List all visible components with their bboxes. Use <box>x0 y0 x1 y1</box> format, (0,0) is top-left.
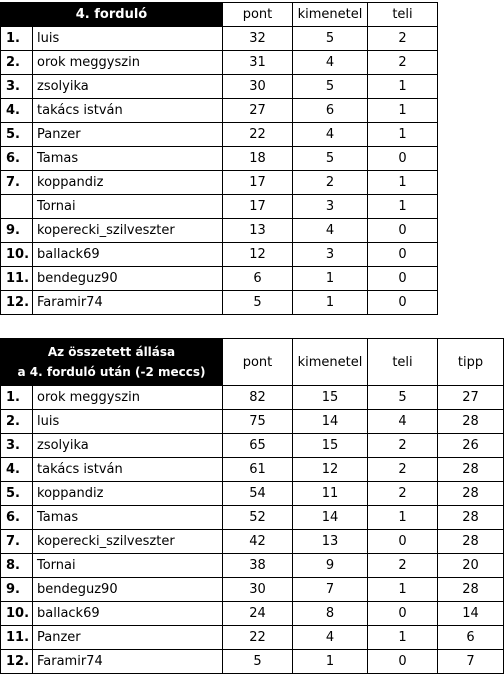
pont-cell: 17 <box>223 195 293 219</box>
col-header-kimenetel: kimenetel <box>293 339 368 386</box>
rank-cell: 3. <box>1 75 33 99</box>
table-row <box>1 650 504 674</box>
col-header-teli: teli <box>368 339 438 386</box>
round-header-row <box>1 3 438 27</box>
player-name-cell: koperecki_szilveszter <box>33 530 223 554</box>
rank-cell: 12. <box>1 291 33 315</box>
rank-cell: 5. <box>1 123 33 147</box>
table-row <box>1 51 438 75</box>
teli-cell: 1 <box>368 506 438 530</box>
player-name-cell: orok meggyszin <box>33 386 223 410</box>
rank-cell: 9. <box>1 219 33 243</box>
pont-cell: 52 <box>223 506 293 530</box>
pont-cell: 61 <box>223 458 293 482</box>
teli-cell: 1 <box>368 195 438 219</box>
kimenetel-cell: 8 <box>293 602 368 626</box>
tipp-cell: 20 <box>438 554 504 578</box>
player-name-cell: luis <box>33 410 223 434</box>
rank-cell: 7. <box>1 530 33 554</box>
table-row <box>1 267 438 291</box>
table-row <box>1 530 504 554</box>
player-name-cell: bendeguz90 <box>33 267 223 291</box>
tipp-cell: 14 <box>438 602 504 626</box>
tipp-cell: 28 <box>438 506 504 530</box>
pont-cell: 82 <box>223 386 293 410</box>
col-header-kimenetel: kimenetel <box>293 3 368 27</box>
tipp-cell: 28 <box>438 530 504 554</box>
rank-cell: 6. <box>1 147 33 171</box>
tipp-cell: 28 <box>438 578 504 602</box>
player-name-cell: Tamas <box>33 506 223 530</box>
rank-cell: 3. <box>1 434 33 458</box>
table-row <box>1 171 438 195</box>
pont-cell: 18 <box>223 147 293 171</box>
kimenetel-cell: 5 <box>293 147 368 171</box>
kimenetel-cell: 3 <box>293 243 368 267</box>
overall-table <box>0 338 504 674</box>
kimenetel-cell: 2 <box>293 171 368 195</box>
rank-cell: 8. <box>1 554 33 578</box>
player-name-cell: zsolyika <box>33 75 223 99</box>
teli-cell: 5 <box>368 386 438 410</box>
kimenetel-cell: 9 <box>293 554 368 578</box>
player-name-cell: Tamas <box>33 147 223 171</box>
player-name-cell: Faramir74 <box>33 291 223 315</box>
pont-cell: 54 <box>223 482 293 506</box>
teli-cell: 0 <box>368 650 438 674</box>
tipp-cell: 7 <box>438 650 504 674</box>
kimenetel-cell: 7 <box>293 578 368 602</box>
teli-cell: 0 <box>368 291 438 315</box>
player-name-cell: Panzer <box>33 626 223 650</box>
table-row <box>1 291 438 315</box>
teli-cell: 0 <box>368 602 438 626</box>
teli-cell: 0 <box>368 530 438 554</box>
teli-cell: 2 <box>368 434 438 458</box>
teli-cell: 1 <box>368 123 438 147</box>
tipp-cell: 26 <box>438 434 504 458</box>
teli-cell: 2 <box>368 554 438 578</box>
rank-cell: 10. <box>1 602 33 626</box>
player-name-cell: Faramir74 <box>33 650 223 674</box>
player-name-cell: zsolyika <box>33 434 223 458</box>
player-name-cell: takács istván <box>33 99 223 123</box>
player-name-cell: ballack69 <box>33 602 223 626</box>
table-row <box>1 99 438 123</box>
kimenetel-cell: 15 <box>293 386 368 410</box>
round-table-body <box>1 27 438 315</box>
pont-cell: 24 <box>223 602 293 626</box>
kimenetel-cell: 3 <box>293 195 368 219</box>
pont-cell: 5 <box>223 291 293 315</box>
player-name-cell: koperecki_szilveszter <box>33 219 223 243</box>
teli-cell: 1 <box>368 171 438 195</box>
pont-cell: 38 <box>223 554 293 578</box>
pont-cell: 13 <box>223 219 293 243</box>
overall-title <box>1 339 223 386</box>
pont-cell: 27 <box>223 99 293 123</box>
table-row <box>1 458 504 482</box>
col-header-tipp: tipp <box>438 339 504 386</box>
tipp-cell: 28 <box>438 410 504 434</box>
player-name-cell: Tornai <box>33 554 223 578</box>
table-row <box>1 554 504 578</box>
kimenetel-cell: 13 <box>293 530 368 554</box>
player-name-cell: takács istván <box>33 458 223 482</box>
kimenetel-cell: 12 <box>293 458 368 482</box>
pont-cell: 30 <box>223 578 293 602</box>
player-name-cell: koppandiz <box>33 171 223 195</box>
player-name-cell: Panzer <box>33 123 223 147</box>
player-name-cell: luis <box>33 27 223 51</box>
pont-cell: 42 <box>223 530 293 554</box>
rank-cell: 1. <box>1 27 33 51</box>
rank-cell: 2. <box>1 51 33 75</box>
col-header-pont: pont <box>223 339 293 386</box>
player-name-cell: Tornai <box>33 195 223 219</box>
table-row <box>1 626 504 650</box>
table-row <box>1 123 438 147</box>
teli-cell: 2 <box>368 27 438 51</box>
overall-title-line1: Az összetett állása <box>47 345 176 359</box>
table-row <box>1 482 504 506</box>
kimenetel-cell: 1 <box>293 291 368 315</box>
teli-cell: 1 <box>368 99 438 123</box>
teli-cell: 0 <box>368 267 438 291</box>
rank-cell: 6. <box>1 506 33 530</box>
teli-cell: 1 <box>368 626 438 650</box>
teli-cell: 0 <box>368 219 438 243</box>
kimenetel-cell: 1 <box>293 650 368 674</box>
pont-cell: 65 <box>223 434 293 458</box>
tipp-cell: 6 <box>438 626 504 650</box>
kimenetel-cell: 6 <box>293 99 368 123</box>
rank-cell: 10. <box>1 243 33 267</box>
kimenetel-cell: 4 <box>293 626 368 650</box>
pont-cell: 32 <box>223 27 293 51</box>
kimenetel-cell: 14 <box>293 410 368 434</box>
pont-cell: 6 <box>223 267 293 291</box>
teli-cell: 4 <box>368 410 438 434</box>
pont-cell: 22 <box>223 123 293 147</box>
rank-cell: 4. <box>1 458 33 482</box>
table-row <box>1 578 504 602</box>
kimenetel-cell: 14 <box>293 506 368 530</box>
table-row <box>1 243 438 267</box>
pont-cell: 75 <box>223 410 293 434</box>
overall-header-row <box>1 339 504 386</box>
pont-cell: 17 <box>223 171 293 195</box>
rank-cell: 1. <box>1 386 33 410</box>
tipp-cell: 28 <box>438 482 504 506</box>
rank-cell: 7. <box>1 171 33 195</box>
teli-cell: 1 <box>368 75 438 99</box>
player-name-cell: ballack69 <box>33 243 223 267</box>
rank-cell: 5. <box>1 482 33 506</box>
table-row <box>1 195 438 219</box>
kimenetel-cell: 5 <box>293 75 368 99</box>
teli-cell: 2 <box>368 458 438 482</box>
teli-cell: 2 <box>368 482 438 506</box>
kimenetel-cell: 4 <box>293 123 368 147</box>
rank-cell <box>1 195 33 219</box>
pont-cell: 22 <box>223 626 293 650</box>
teli-cell: 0 <box>368 147 438 171</box>
table-row <box>1 602 504 626</box>
kimenetel-cell: 4 <box>293 51 368 75</box>
table-row <box>1 506 504 530</box>
overall-title-line2: a 4. forduló után (-2 meccs) <box>17 365 206 379</box>
player-name-cell: koppandiz <box>33 482 223 506</box>
round-table <box>0 2 438 315</box>
table-row <box>1 75 438 99</box>
overall-table-body <box>1 386 504 674</box>
rank-cell: 12. <box>1 650 33 674</box>
teli-cell: 2 <box>368 51 438 75</box>
kimenetel-cell: 11 <box>293 482 368 506</box>
rank-cell: 11. <box>1 626 33 650</box>
teli-cell: 0 <box>368 243 438 267</box>
col-header-teli: teli <box>368 3 438 27</box>
kimenetel-cell: 15 <box>293 434 368 458</box>
round-title: 4. forduló <box>1 3 223 27</box>
rank-cell: 11. <box>1 267 33 291</box>
table-row <box>1 27 438 51</box>
pont-cell: 31 <box>223 51 293 75</box>
player-name-cell: orok meggyszin <box>33 51 223 75</box>
kimenetel-cell: 4 <box>293 219 368 243</box>
tipp-cell: 27 <box>438 386 504 410</box>
pont-cell: 5 <box>223 650 293 674</box>
player-name-cell: bendeguz90 <box>33 578 223 602</box>
rank-cell: 9. <box>1 578 33 602</box>
table-row <box>1 410 504 434</box>
teli-cell: 1 <box>368 578 438 602</box>
kimenetel-cell: 1 <box>293 267 368 291</box>
pont-cell: 12 <box>223 243 293 267</box>
table-row <box>1 434 504 458</box>
col-header-pont: pont <box>223 3 293 27</box>
pont-cell: 30 <box>223 75 293 99</box>
table-row <box>1 219 438 243</box>
table-row <box>1 147 438 171</box>
kimenetel-cell: 5 <box>293 27 368 51</box>
rank-cell: 2. <box>1 410 33 434</box>
rank-cell: 4. <box>1 99 33 123</box>
tipp-cell: 28 <box>438 458 504 482</box>
table-row <box>1 386 504 410</box>
